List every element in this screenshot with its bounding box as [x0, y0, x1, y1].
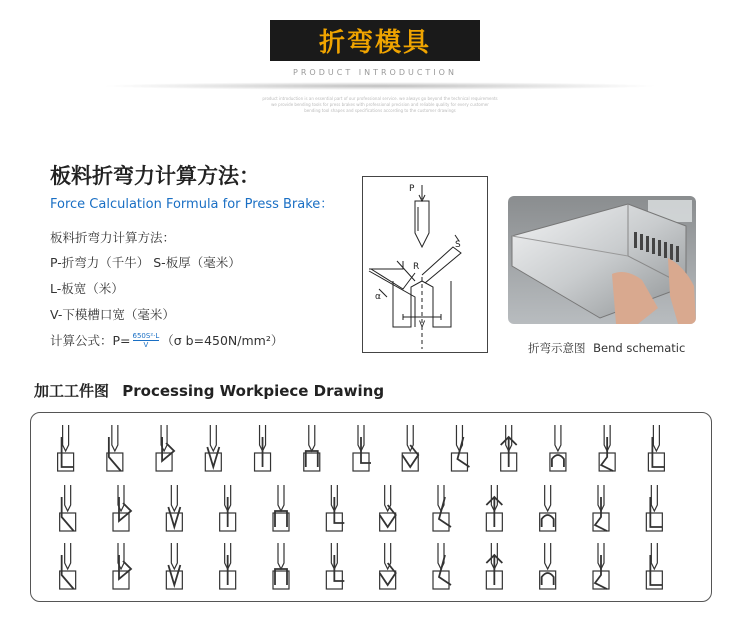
- formula-heading: 板料折弯力计算方法：: [50, 164, 260, 188]
- workpiece-drawing: [273, 543, 289, 589]
- punch-blade: [63, 425, 69, 451]
- die-block: [648, 453, 664, 471]
- die-block: [433, 513, 449, 531]
- diagram-s-label: S: [455, 240, 461, 250]
- workpiece-drawings: [31, 413, 711, 601]
- punch-blade: [65, 543, 71, 569]
- die-block: [646, 571, 662, 589]
- die-block: [433, 571, 449, 589]
- punch-blade: [171, 543, 177, 569]
- workpiece-shape: [595, 497, 607, 531]
- die-block: [58, 453, 74, 471]
- workpiece-drawing: [486, 485, 502, 531]
- workpiece-drawing: [166, 485, 182, 531]
- workpiece-drawing: [205, 425, 221, 471]
- workpiece-shape: [652, 437, 664, 467]
- workpiece-drawing: [501, 425, 517, 471]
- diagram-r-label: R: [413, 262, 420, 272]
- workpiece-drawing: [433, 485, 451, 531]
- workpiece-drawing: [166, 543, 182, 589]
- punch-blade: [278, 485, 284, 511]
- diagram-p-label: P: [409, 184, 415, 194]
- punch-blade: [651, 485, 657, 511]
- formula-numerator: 650S²·L: [132, 331, 160, 340]
- formula-subheading: 板料折弯力计算方法：: [50, 230, 176, 245]
- workpiece-panel: [30, 412, 712, 602]
- bend-photo: [508, 196, 696, 324]
- bending-diagram: [362, 176, 488, 353]
- punch-blade: [309, 425, 315, 451]
- workpiece-shape: [650, 555, 662, 585]
- workpiece-shape: [542, 573, 554, 585]
- workpiece-shape: [486, 555, 502, 585]
- formula-v-definition: V-下模槽口宽（毫米）: [50, 307, 175, 322]
- workpiece-shape: [486, 497, 502, 527]
- diagram-alpha-label: α: [375, 292, 381, 302]
- formula-fraction: [133, 332, 160, 349]
- intro-fine-text-1: product introduction is an essential part of our professional service. we always go beyond the technical requirements: [262, 96, 498, 101]
- workpiece-shape: [501, 437, 517, 467]
- workpiece-shape: [62, 437, 74, 467]
- bending-diagram-svg: [363, 177, 487, 352]
- workpiece-shape: [552, 455, 564, 467]
- formula-calc: [50, 331, 283, 349]
- punch-blade: [171, 485, 177, 511]
- workpiece-shape: [402, 445, 418, 467]
- formula-heading-en: Force Calculation Formula for Press Brake：: [50, 197, 334, 212]
- workpiece-drawing: [648, 425, 664, 471]
- punch-blade: [653, 425, 659, 451]
- workpiece-drawing: [486, 543, 502, 589]
- diagram-v-label: V: [419, 320, 426, 330]
- workpiece-drawing: [540, 543, 556, 589]
- page-title: 折弯模具: [318, 28, 431, 58]
- workpiece-shape: [62, 555, 74, 589]
- workpiece-drawing: [326, 543, 344, 589]
- header-banner: [270, 20, 480, 61]
- workpiece-drawing: [60, 543, 76, 589]
- punch-blade: [278, 543, 284, 569]
- workpiece-drawing: [593, 485, 609, 531]
- workpiece-shape: [380, 563, 396, 585]
- punch-blade: [651, 543, 657, 569]
- punch-blade: [112, 425, 118, 451]
- punch-blade: [545, 485, 551, 511]
- workpiece-drawing: [451, 425, 469, 471]
- bend-caption-cn: 折弯示意图: [528, 341, 586, 355]
- workpiece-drawing: [380, 543, 396, 589]
- workpiece-drawing: [273, 485, 289, 531]
- formula-l-definition: L-板宽（米）: [50, 281, 124, 296]
- formula-denominator: V: [143, 340, 149, 349]
- workpiece-shape: [650, 497, 662, 527]
- workpiece-drawing: [402, 425, 418, 471]
- workpiece-shape: [601, 437, 613, 471]
- workpiece-drawing: [593, 543, 609, 589]
- workpiece-drawing: [220, 485, 236, 531]
- workpiece-shape: [380, 505, 396, 527]
- die-block: [451, 453, 467, 471]
- formula-p-definition: P-折弯力（千牛） S-板厚（毫米）: [50, 255, 241, 270]
- workpiece-drawing: [326, 485, 344, 531]
- punch-blade: [65, 485, 71, 511]
- bend-caption: [528, 340, 685, 356]
- workpiece-drawing: [255, 425, 271, 471]
- upper-punch: [415, 201, 429, 247]
- formula-calc-label: 计算公式：P=: [50, 333, 131, 348]
- intro-fine-text-3: bending tool shapes and specifications according to the customer drawings: [304, 108, 456, 113]
- workpiece-drawing: [60, 485, 76, 531]
- workpiece-drawing: [107, 425, 123, 471]
- workpiece-title-en: Processing Workpiece Drawing: [122, 382, 385, 400]
- workpiece-shape: [109, 437, 121, 471]
- intro-fine-text-2: we provide bending tools for press brakes with professional precision and reliable quality for every customer: [271, 102, 489, 107]
- right-sheet: [422, 247, 461, 283]
- workpiece-drawing: [156, 425, 174, 471]
- workpiece-title: [34, 380, 384, 401]
- workpiece-drawing: [599, 425, 615, 471]
- workpiece-shape: [542, 515, 554, 527]
- workpiece-drawing: [646, 485, 662, 531]
- formula-calc-tail: （σ b=450N/mm²）: [161, 333, 284, 348]
- bend-caption-en: Bend schematic: [593, 341, 686, 355]
- workpiece-drawing: [550, 425, 566, 471]
- workpiece-drawing: [113, 485, 131, 531]
- workpiece-drawing: [433, 543, 451, 589]
- workpiece-shape: [595, 555, 607, 589]
- workpiece-drawing: [380, 485, 396, 531]
- workpiece-drawing: [220, 543, 236, 589]
- header-shadow: [100, 82, 660, 90]
- workpiece-shape: [62, 497, 74, 531]
- workpiece-drawing: [540, 485, 556, 531]
- workpiece-title-cn: 加工工件图: [34, 382, 110, 400]
- workpiece-drawing: [646, 543, 662, 589]
- workpiece-drawing: [304, 425, 320, 471]
- workpiece-drawing: [353, 425, 371, 471]
- workpiece-drawing: [58, 425, 74, 471]
- workpiece-drawing: [113, 543, 131, 589]
- bend-photo-illustration: [508, 196, 696, 324]
- punch-blade: [545, 543, 551, 569]
- page-subtitle: PRODUCT INTRODUCTION: [293, 68, 457, 77]
- punch-blade: [210, 425, 216, 451]
- die-block: [646, 513, 662, 531]
- punch-blade: [555, 425, 561, 451]
